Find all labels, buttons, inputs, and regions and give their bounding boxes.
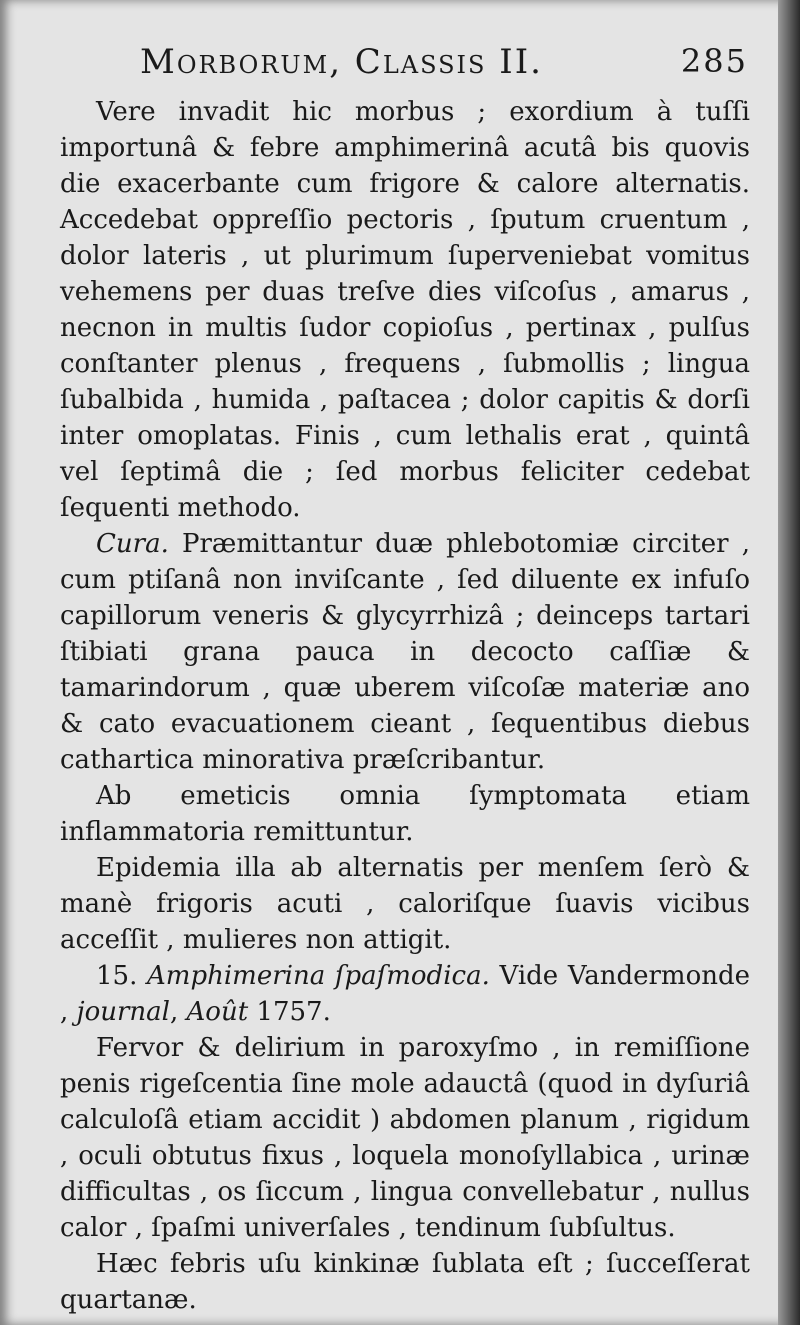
section-title: Amphimerina ſpaſmodica.: [147, 961, 490, 991]
paragraph-epidemia: Epidemia illa ab alternatis per menſem ſerò & manè frigoris acuti , caloriſque ſuavis vicibus acceſſit , mulieres non attigit.: [60, 853, 750, 955]
page-edge-shadow: [778, 0, 800, 1325]
section-number: 15.: [96, 961, 138, 991]
paragraph-fervor: Fervor & delirium in paroxyſmo , in remiſſione penis rigeſcentia ſine mole adauctâ (quod in dyſuriâ calculoſâ etiam accidit ) abdomen planum , rigidum , oculi obtutus fixus , loquela monoſyllabica , urinæ difficultas , os ſiccum , lingua convellebatur , nullus calor , ſpaſmi univerſales , tendinum ſubſultus.: [60, 1033, 750, 1243]
section-ref-text-1: Vide Vandermonde ,: [60, 961, 751, 1027]
running-head: [60, 38, 750, 94]
paragraph-section-15: [60, 958, 750, 1030]
section-ref-text-2: ,: [169, 997, 179, 1027]
section-ref-year: 1757.: [256, 997, 331, 1027]
paragraph-kinkina: Hæc febris uſu kinkinæ ſublata eſt ; ſucceſſerat quartanæ.: [60, 1249, 750, 1315]
section-ref-month: Août: [186, 997, 249, 1027]
cura-label: Cura.: [96, 529, 169, 559]
running-head-title: Morborum, Classis II.: [140, 42, 543, 82]
section-ref-journal: journal: [76, 997, 170, 1027]
text-block: [60, 38, 750, 1318]
page-number: 285: [680, 42, 748, 80]
paragraph-emetics: Ab emeticis omnia ſymptomata etiam inflammatoria remittuntur.: [60, 781, 750, 847]
cura-text: Præmittantur duæ phlebotomiæ circiter , cum ptiſanâ non inviſcante , ſed diluente ex infuſo capillorum veneris & glycyrrhizâ ; deinceps tartari ſtibiati grana pauca in decocto caſſiæ & tamarindorum , quæ uberem viſcoſæ materiæ ano & cato evacuationem cieant , ſequentibus diebus cathartica minorativa præſcribantur.: [60, 529, 750, 775]
paragraph-disease-description: Vere invadit hic morbus ; exordium à tuſſi importunâ & febre amphimerinâ acutâ bis quovis die exacerbante cum frigore & calore alternatis. Accedebat oppreſſio pectoris , ſputum cruentum , dolor lateris , ut plurimum ſuperveniebat vomitus vehemens per duas treſve dies viſcoſus , amarus , necnon in multis ſudor copioſus , pertinax , pulſus conſtanter plenus , frequens , ſubmollis ; lingua ſubalbida , humida , paſtacea ; dolor capitis & dorſi inter omoplatas. Finis , cum lethalis erat , quintâ vel ſeptimâ die ; ſed morbus feliciter cedebat ſequenti methodo.: [60, 97, 750, 523]
paragraph-cura: [60, 526, 750, 778]
